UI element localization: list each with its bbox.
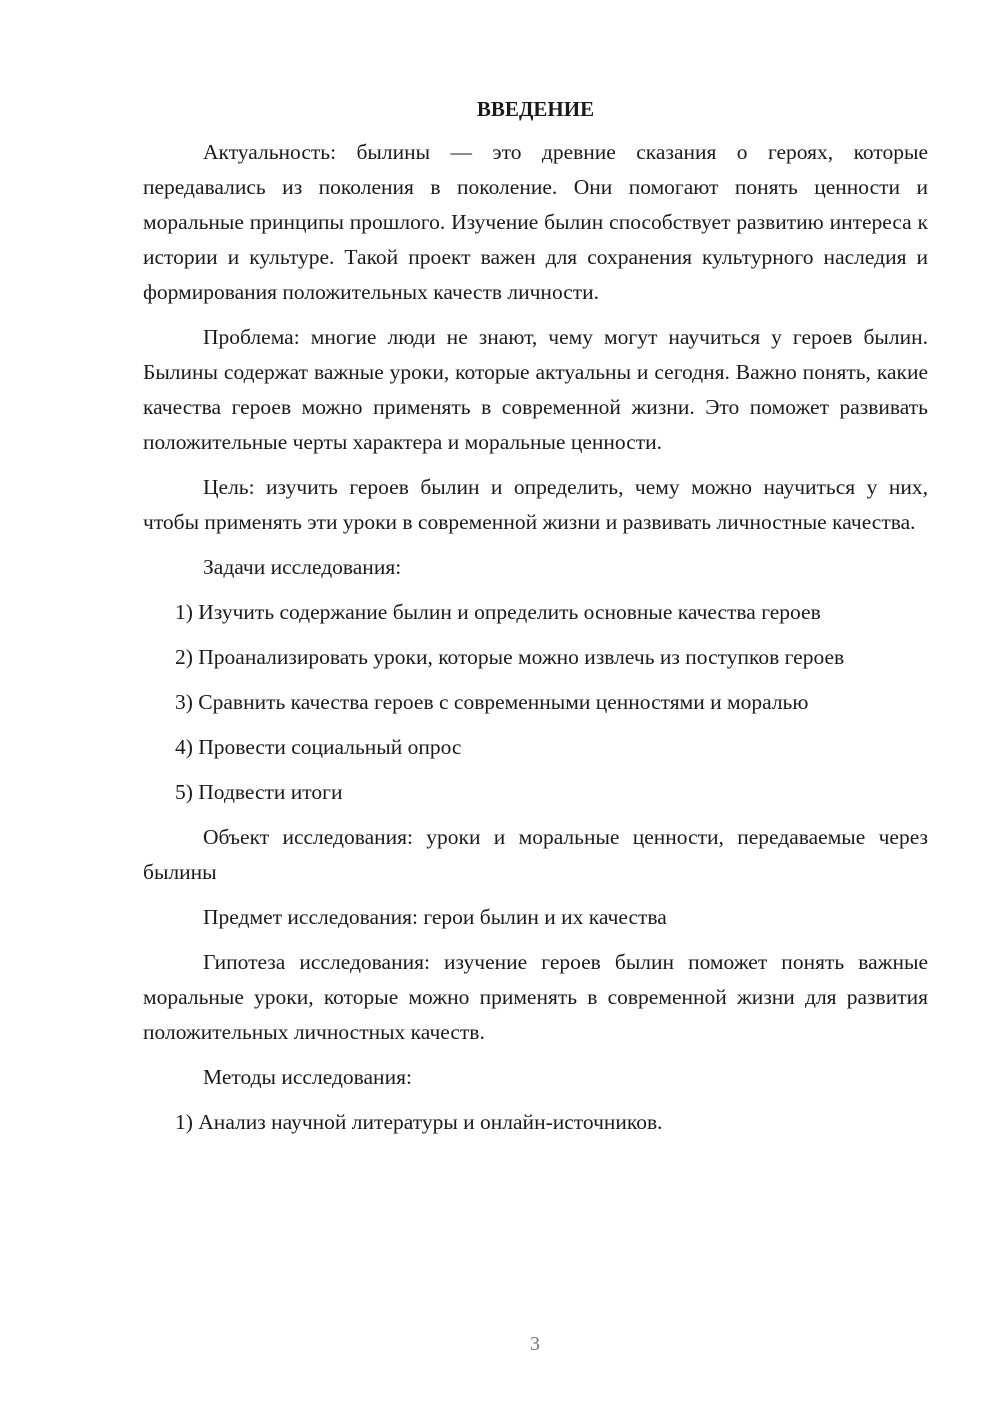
task-item: 4) Провести социальный опрос: [175, 735, 462, 759]
task-item: 5) Подвести итоги: [175, 780, 343, 804]
problem-paragraph: Проблема: многие люди не знают, чему могут научиться у героев былин. Былины содержат важные уроки, которые актуальны и сегодня. Важно понять, какие качества героев можно применять в современной жизни. Это поможет развивать положительные черты характера и моральные ценности.: [143, 325, 928, 454]
hypothesis-paragraph: Гипотеза исследования: изучение героев былин поможет понять важные моральные уроки, которые можно применять в современной жизни для развития положительных личностных качеств.: [143, 950, 928, 1044]
methods-title: Методы исследования:: [203, 1065, 412, 1089]
task-item: 3) Сравнить качества героев с современными ценностями и моралью: [175, 690, 809, 714]
tasks-title: Задачи исследования:: [203, 555, 402, 579]
page-number: 3: [530, 1333, 540, 1355]
goal-paragraph: Цель: изучить героев былин и определить, чему можно научиться у них, чтобы применять эти уроки в современной жизни и развивать личностные качества.: [143, 475, 928, 534]
document-page: [143, 92, 928, 1150]
subject-paragraph: Предмет исследования: герои былин и их качества: [203, 905, 667, 929]
object-paragraph: Объект исследования: уроки и моральные ценности, передаваемые через былины: [143, 825, 928, 884]
task-item: 2) Проанализировать уроки, которые можно извлечь из поступков героев: [175, 645, 845, 669]
section-heading: ВВЕДЕНИЕ: [476, 97, 595, 121]
task-item: 1) Изучить содержание былин и определить основные качества героев: [175, 600, 821, 624]
relevance-paragraph: Актуальность: былины — это древние сказания о героях, которые передавались из поколения в поколение. Они помогают понять ценности и моральные принципы прошлого. Изучение былин способствует развитию интереса к истории и культуре. Такой проект важен для сохранения культурного наследия и формирования положительных качеств личности.: [143, 140, 928, 304]
method-item: 1) Анализ научной литературы и онлайн-источников.: [175, 1110, 663, 1134]
